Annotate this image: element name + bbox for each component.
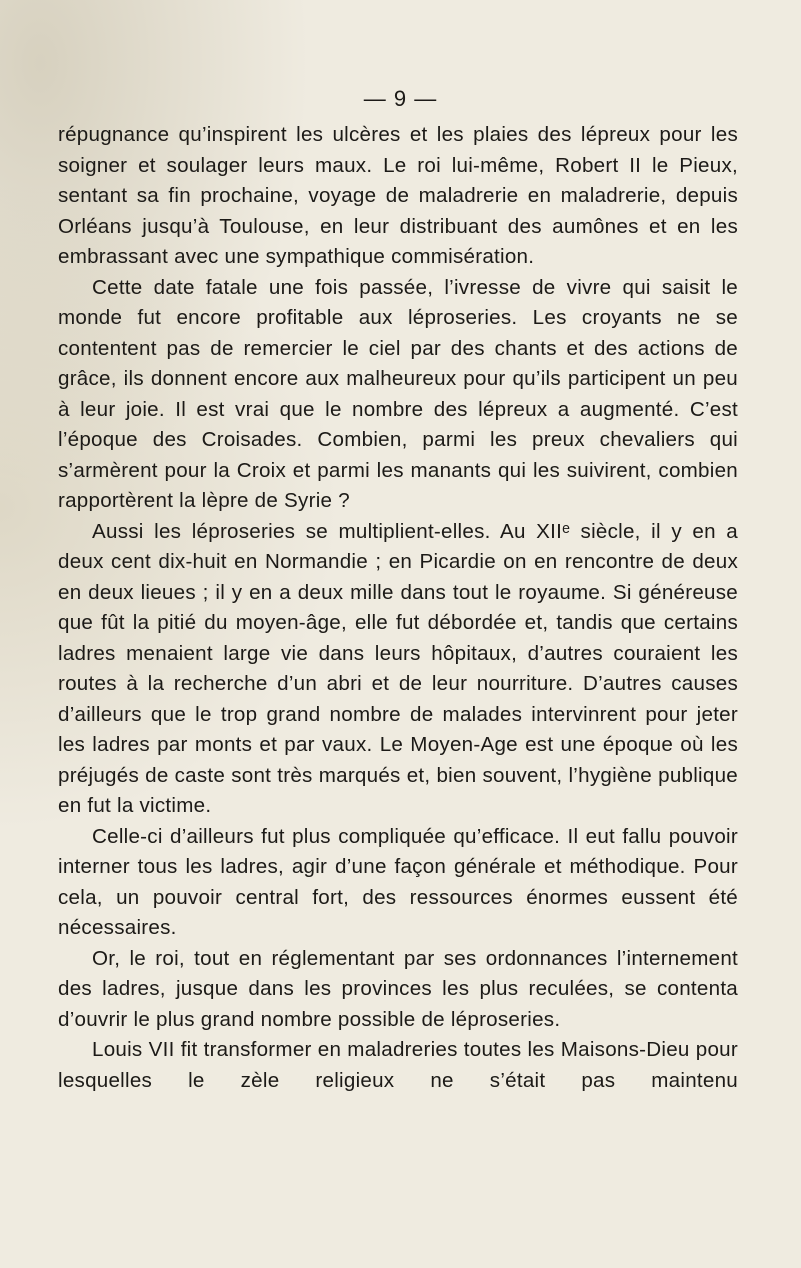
paragraph-3: Aussi les léproseries se multiplient-elles. Au XIIᵉ siècle, il y en a deux cent dix-huit en Normandie ; en Picardie on en rencontre de deux en deux lieues ; il y en a deux mille dans tout le royaume. Si généreuse que fût la pitié du moyen-âge, elle fut débordée et, tandis que certains ladres menaient large vie dans leurs hôpitaux, d’autres couraient les routes à la recherche d’un abri et de leur nourriture. D’autres causes d’ailleurs que le trop grand nombre de malades intervinrent pour jeter les ladres par monts et par vaux. Le Moyen-Age est une époque où les préjugés de caste sont très marqués et, bien souvent, l’hygiène publique en fut la victime. xyxy=(58,519,738,817)
paragraph-5: Or, le roi, tout en réglementant par ses ordonnances l’internement des ladres, jusque dans les provinces les plus reculées, se contenta d’ouvrir le plus grand nombre possible de léproseries. xyxy=(58,946,738,1031)
page-number: — 9 — xyxy=(363,86,438,111)
paragraph-2: Cette date fatale une fois passée, l’ivresse de vivre qui saisit le monde fut encore profitable aux léproseries. Les croyants ne se contentent pas de remercier le ciel par des chants et des actions de grâce, ils donnent encore aux malheureux pour qu’ils participent un peu à leur joie. Il est vrai que le nombre des lépreux a augmenté. C’est l’époque des Croisades. Combien, parmi les preux chevaliers qui s’armèrent pour la Croix et parmi les manants qui les suivirent, combien rapportèrent la lèpre de Syrie ? xyxy=(58,275,738,512)
paragraph-4: Celle-ci d’ailleurs fut plus compliquée qu’efficace. Il eut fallu pouvoir interner tous les ladres, agir d’une façon générale et méthodique. Pour cela, un pouvoir central fort, des ressources énormes eussent été nécessaires. xyxy=(58,824,738,939)
paragraph-1: répugnance qu’inspirent les ulcères et les plaies des lépreux pour les soigner et soulager leurs maux. Le roi lui-même, Robert II le Pieux, sentant sa fin prochaine, voyage de maladrerie en maladrerie, depuis Orléans jusqu’à Toulouse, en leur distribuant des aumônes et en les embrassant avec une sympathique commisération. xyxy=(58,123,738,268)
paragraph-6: Louis VII fit transformer en maladreries toutes les Maisons-Dieu pour lesquelles le zèle religieux ne s’était pas maintenu xyxy=(58,1038,738,1092)
body-text xyxy=(58,120,738,1096)
